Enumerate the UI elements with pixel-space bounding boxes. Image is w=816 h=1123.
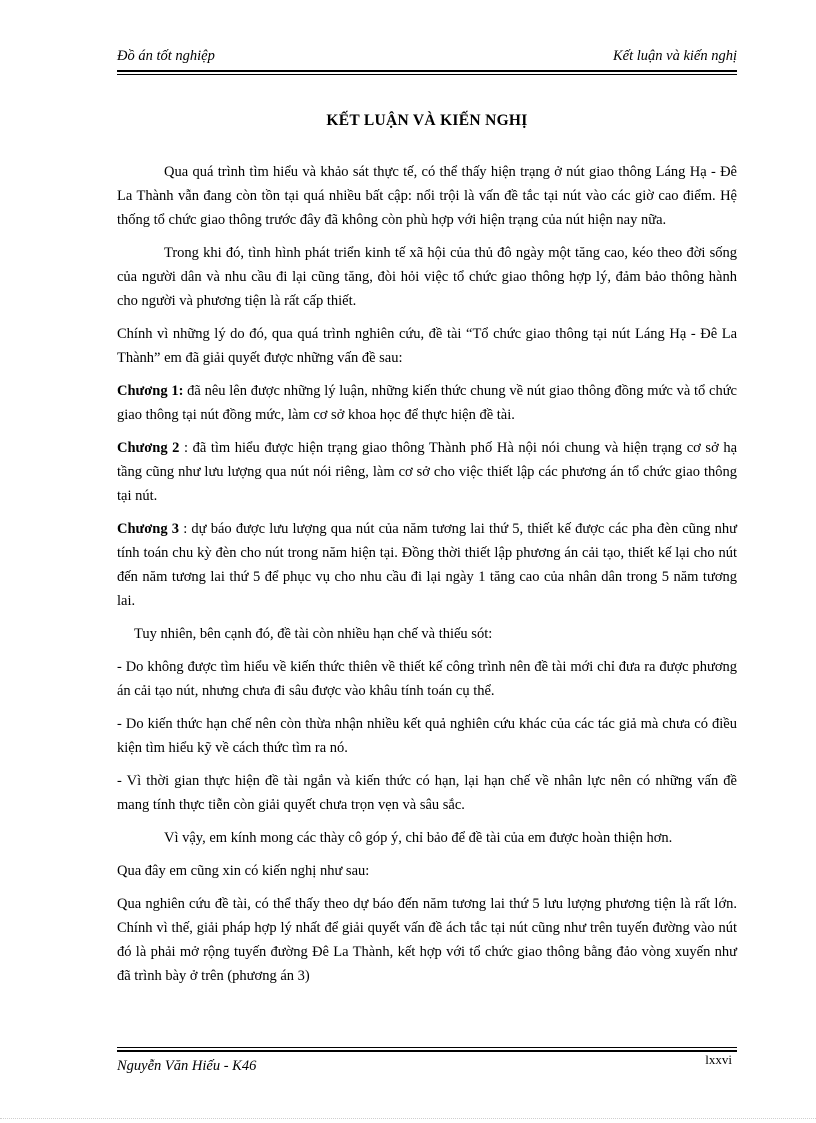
footer-rule-thick	[117, 1050, 737, 1052]
header-left: Đồ án tốt nghiệp	[117, 48, 215, 64]
chapter-1-label: Chương 1:	[117, 383, 184, 399]
paragraph-request: Vì vậy, em kính mong các thày cô góp ý, chỉ bảo để đề tài của em được hoàn thiện hơn.	[164, 830, 673, 846]
header-right: Kết luận và kiến nghị	[612, 48, 737, 64]
header-rule-thick	[117, 70, 737, 72]
chapter-1-text: đã nêu lên được những lý luận, những kiến thức chung về nút giao thông đồng mức và tổ chức giao thông tại nút đồng mức, làm cơ sở khoa học để thực hiện đề tài.	[117, 383, 737, 423]
footer-rule-thin	[117, 1047, 737, 1048]
paragraph-recommendation-intro: Qua đây em cũng xin có kiến nghị như sau:	[117, 863, 370, 879]
bullet-limitation-1: - Do không được tìm hiểu về kiến thức thiên về thiết kế công trình nên đề tài mới chỉ đưa ra được phương án cải tạo nút, nhưng chưa đi sâu được vào khâu tính toán cụ thể.	[117, 659, 737, 699]
chapter-3-text: : dự báo được lưu lượng qua nút của năm tương lai thứ 5, thiết kế được các pha đèn cũng như tính toán chu kỳ đèn cho nút trong năm hiện tại. Đồng thời thiết lập phương án cải tạo, thiết kế lại cho nút đến năm tương lai thứ 5 để phục vụ cho nhu cầu đi lại ngày 1 tăng cao của nhân dân trong 5 năm tương lai.	[117, 521, 737, 609]
page-bottom-divider	[0, 1118, 816, 1120]
page-number: lxxvi	[705, 1052, 732, 1067]
bullet-limitation-2: - Do kiến thức hạn chế nên còn thừa nhận nhiều kết quả nghiên cứu khác của các tác giả mà chưa có điều kiện tìm hiểu kỹ về cách thức tìm ra nó.	[117, 716, 737, 756]
paragraph-context: Trong khi đó, tình hình phát triển kinh tế xã hội của thủ đô ngày một tăng cao, kéo theo đời sống của người dân và nhu cầu đi lại cũng tăng, đòi hỏi việc tổ chức giao thông hợp lý, đảm bảo thông hành cho người và phương tiện là rất cấp thiết.	[117, 245, 737, 309]
document-body	[117, 160, 737, 997]
paragraph-reason: Chính vì những lý do đó, qua quá trình nghiên cứu, đề tài “Tổ chức giao thông tại nút Láng Hạ - Đê La Thành” em đã giải quyết được những vấn đề sau:	[117, 326, 737, 366]
paragraph-chapter-3	[117, 517, 737, 613]
header-rule-thin	[117, 74, 737, 75]
chapter-2-text: : đã tìm hiểu được hiện trạng giao thông Thành phố Hà nội nói chung và hiện trạng cơ sở hạ tầng cũng như lưu lượng qua nút nói riêng, làm cơ sở cho việc thiết lập các phương án tổ chức giao thông tại nút.	[117, 440, 737, 504]
bullet-limitation-3: - Vì thời gian thực hiện đề tài ngắn và kiến thức có hạn, lại hạn chế về nhân lực nên có những vấn đề mang tính thực tiễn còn giải quyết chưa trọn vẹn và sâu sắc.	[117, 773, 737, 813]
paragraph-intro: Qua quá trình tìm hiểu và khảo sát thực tế, có thể thấy hiện trạng ở nút giao thông Láng Hạ - Đê La Thành vẫn đang còn tồn tại quá nhiều bất cập: nổi trội là vấn đề tắc tại nút vào các giờ cao điểm. Hệ thống tổ chức giao thông trước đây đã không còn phù hợp với hiện trạng của nút hiện nay nữa.	[117, 164, 737, 228]
paragraph-chapter-2	[117, 436, 737, 508]
footer-author: Nguyễn Văn Hiếu - K46	[117, 1058, 257, 1074]
paragraph-recommendation: Qua nghiên cứu đề tài, có thể thấy theo dự báo đến năm tương lai thứ 5 lưu lượng phương tiện là rất lớn. Chính vì thế, giải pháp hợp lý nhất để giải quyết vấn đề ách tắc tại nút cũng như trên tuyến đường vào nút đó là phải mở rộng tuyến đường Đê La Thành, kết hợp với tổ chức giao thông bằng đảo vòng xuyến như đã trình bày ở trên (phương án 3)	[117, 896, 737, 984]
page-title: KẾT LUẬN VÀ KIẾN NGHỊ	[326, 112, 528, 129]
chapter-3-label: Chương 3	[117, 521, 180, 537]
page-header	[117, 48, 737, 70]
chapter-2-label: Chương 2	[117, 440, 180, 456]
paragraph-limitations: Tuy nhiên, bên cạnh đó, đề tài còn nhiều hạn chế và thiếu sót:	[134, 626, 493, 642]
paragraph-chapter-1	[117, 379, 737, 427]
